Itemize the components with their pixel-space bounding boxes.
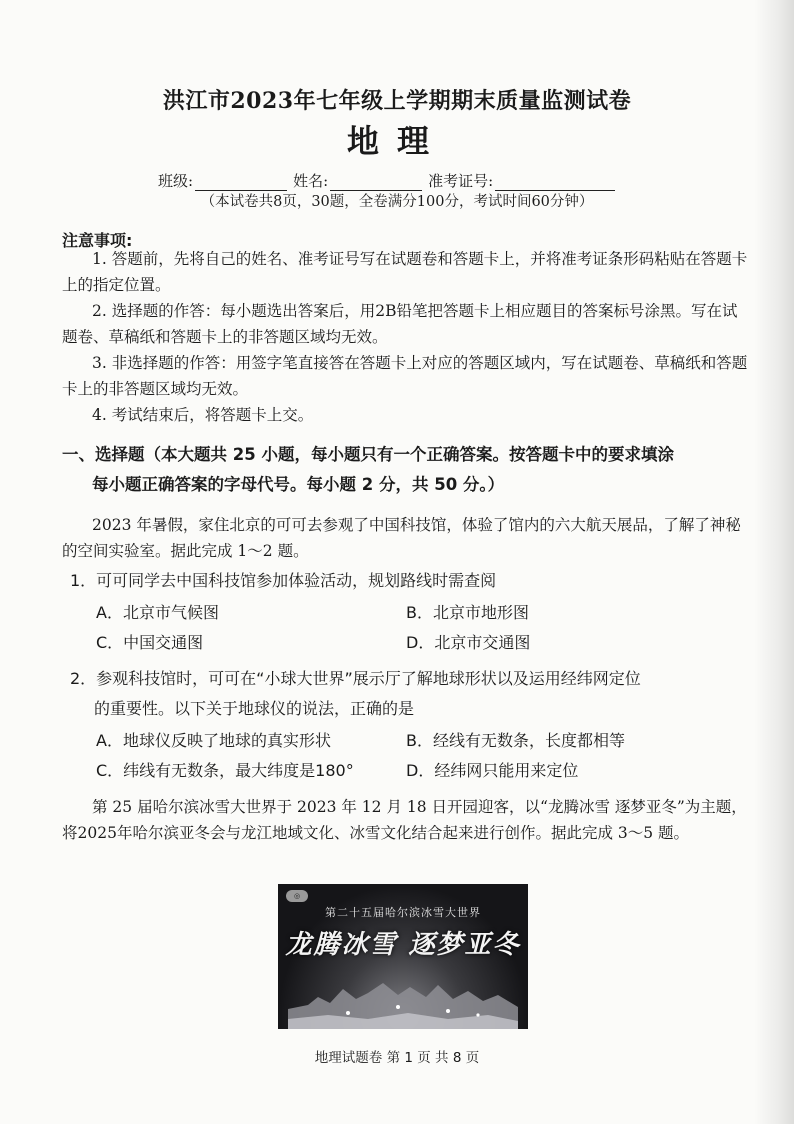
question-1-options — [96, 598, 716, 658]
photo-banner-big: 龙腾冰雪 逐梦亚冬 — [285, 930, 521, 960]
option-c: C．中国交通图 — [96, 633, 204, 652]
question-stem-1 — [62, 512, 752, 564]
stem-text: 2023 年暑假，家住北京的可可去参观了中国科技馆，体验了馆内的六大航天展品，了解了神秘的空间实验室。据此完成 1～2 题。 — [62, 516, 741, 560]
ice-city-silhouette-icon — [288, 969, 518, 1029]
question-2 — [70, 664, 760, 724]
class-label: 班级: — [158, 172, 194, 190]
id-blank — [495, 174, 615, 191]
id-label: 准考证号: — [428, 172, 494, 190]
exam-title: 洪江市2023年七年级上学期期末质量监测试卷 — [162, 88, 632, 114]
question-1: 1．可可同学去中国科技馆参加体验活动，规划路线时需查阅 — [70, 571, 497, 590]
notice-item: 4. 考试结束后，将答题卡上交。 — [92, 406, 314, 424]
option-b: B．经线有无数条，长度都相等 — [406, 731, 625, 750]
section-heading — [62, 440, 752, 500]
question-2-line2: 的重要性。以下关于地球仪的说法，正确的是 — [94, 699, 415, 718]
stem-text: 第 25 届哈尔滨冰雪大世界于 2023 年 12 月 18 日开园迎客，以“龙腾冰雪 逐梦亚冬”为主题，将2025年哈尔滨亚冬会与龙江地域文化、冰雪文化结合起来进行创作。据此完成 3～5 题。 — [62, 798, 747, 842]
option-a: A．地球仪反映了地球的真实形状 — [96, 731, 331, 750]
question-stem-2 — [62, 794, 752, 846]
section-heading-line2: 每小题正确答案的字母代号。每小题 2 分，共 50 分。） — [92, 475, 505, 494]
section-heading-line1: 一、选择题（本大题共 25 小题，每小题只有一个正确答案。按答题卡中的要求填涂 — [62, 445, 674, 464]
scan-edge-shadow — [754, 0, 794, 1124]
class-blank — [195, 174, 287, 191]
exam-note: （本试卷共8页，30题，全卷满分100分，考试时间60分钟） — [200, 194, 594, 210]
student-info-row — [158, 170, 678, 191]
name-label: 姓名: — [293, 172, 329, 190]
photo-banner-small: 第二十五届哈尔滨冰雪大世界 — [325, 906, 481, 919]
ice-snow-world-photo — [278, 884, 528, 1029]
notice-item: 2. 选择题的作答：每小题选出答案后，用2B铅笔把答题卡上相应题目的答案标号涂黑。写在试题卷、草稿纸和答题卡上的非答题区域均无效。 — [62, 302, 738, 346]
name-blank — [330, 174, 422, 191]
option-d: D．北京市交通图 — [406, 633, 531, 652]
question-2-line1: 2．参观科技馆时，可可在“小球大世界”展示厅了解地球形状以及运用经纬网定位 — [70, 669, 641, 688]
notice-list — [62, 246, 752, 428]
notice-item: 3. 非选择题的作答：用签字笔直接答在答题卡上对应的答题区域内，写在试题卷、草稿纸和答题卡上的非答题区域均无效。 — [62, 354, 748, 398]
option-b: B．北京市地形图 — [406, 603, 529, 622]
option-a: A．北京市气候图 — [96, 603, 219, 622]
subject-title: 地理 — [346, 122, 447, 160]
page-footer: 地理试题卷 第 1 页 共 8 页 — [314, 1050, 480, 1066]
notice-item: 1. 答题前，先将自己的姓名、准考证号写在试题卷和答题卡上，并将准考证条形码粘贴在答题卡上的指定位置。 — [62, 250, 748, 294]
option-d: D．经纬网只能用来定位 — [406, 761, 579, 780]
option-c: C．纬线有无数条，最大纬度是180° — [96, 761, 354, 780]
question-2-options — [96, 726, 716, 786]
notice-heading: 注意事项: — [62, 231, 133, 250]
logo-icon: ◎ — [286, 890, 308, 902]
